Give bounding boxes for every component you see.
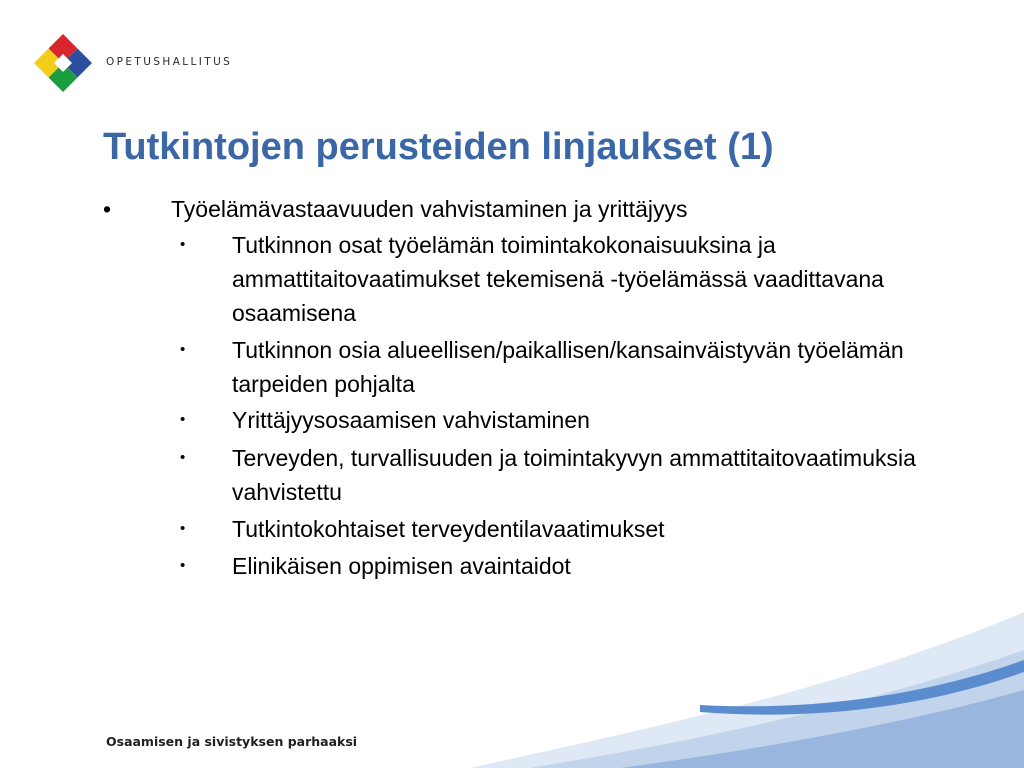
sub-bullet-marker: • — [180, 557, 186, 574]
sub-bullet-marker: • — [180, 449, 186, 466]
brand-name: OPETUSHALLITUS — [106, 56, 233, 68]
sub-bullet-marker: • — [180, 520, 186, 537]
brand-tagline: Osaamisen ja sivistyksen parhaaksi — [106, 734, 358, 749]
sub-bullet-text: Tutkinnon osat työelämän toimintakokonaisuuksina ja ammattitaitovaatimukset tekemisenä -työelämässä vaadittavana osaamisena — [232, 232, 884, 326]
bullet-text: Työelämävastaavuuden vahvistaminen ja yrittäjyys — [171, 196, 688, 222]
sub-bullet-text: Yrittäjyysosaamisen vahvistaminen — [232, 407, 590, 433]
bullet-marker: • — [103, 196, 112, 222]
sub-bullet-marker: • — [180, 236, 186, 253]
slide-title: Tutkintojen perusteiden linjaukset (1) — [103, 126, 774, 168]
sub-bullet-text: Elinikäisen oppimisen avaintaidot — [232, 553, 571, 579]
sub-bullet-text: Terveyden, turvallisuuden ja toimintakyvyn ammattitaitovaatimuksia vahvistettu — [232, 445, 916, 505]
sub-bullet-marker: • — [180, 411, 186, 428]
sub-bullet-text: Tutkinnon osia alueellisen/paikallisen/kansainväistyvän työelämän tarpeiden pohjalta — [232, 337, 904, 397]
sub-bullet-text: Tutkintokohtaiset terveydentilavaatimukset — [232, 516, 665, 542]
sub-bullet-marker: • — [180, 341, 186, 358]
